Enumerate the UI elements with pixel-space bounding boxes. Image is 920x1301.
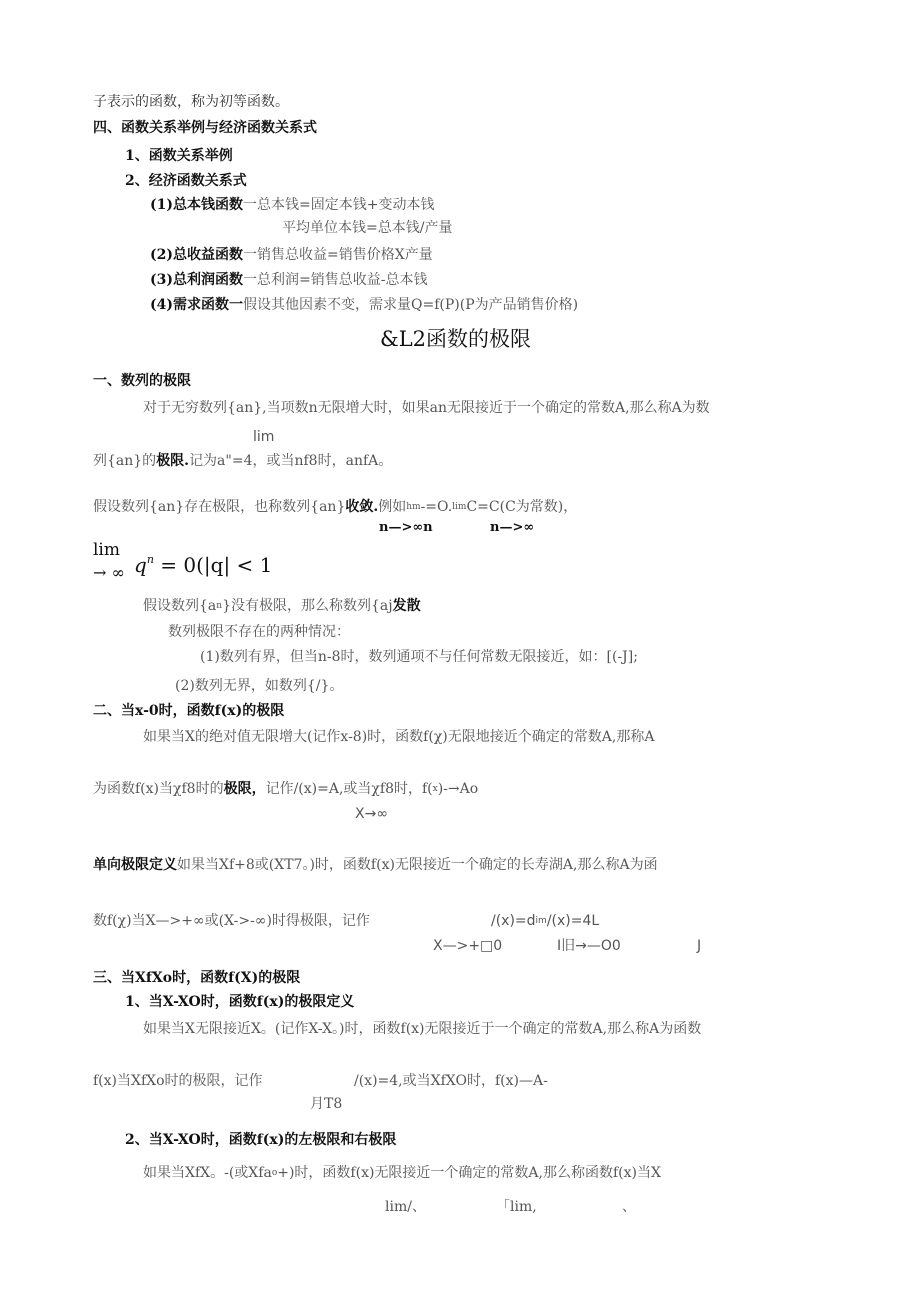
term-bold: 发散: [392, 598, 421, 614]
section-heading: 三、当XfXo时，函数f(X)的极限: [93, 970, 301, 986]
text-run: 假设数列{a: [143, 598, 217, 614]
subscript: o: [271, 1168, 278, 1178]
math-lim: lim: [93, 540, 120, 560]
text-run: /(x)=4L: [546, 913, 600, 929]
paragraph: 对于无穷数列{an},当项数n无限增大时，如果an无限接近于一个确定的常数A,那么称A为数: [143, 400, 710, 416]
paragraph: [143, 597, 421, 615]
limit-subscript: X→∞: [355, 806, 388, 822]
subscript: x: [432, 784, 438, 794]
text-run: 假设数列{an}存在极限，也称数列{an}: [93, 499, 346, 515]
section-heading: 一、数列的极限: [93, 373, 191, 389]
subscript: n: [216, 601, 223, 611]
text-run: 如果当XfX。-(或Xfa: [143, 1165, 272, 1181]
lim-label: lim: [253, 429, 275, 445]
term-bold: 单向极限定义: [93, 857, 177, 873]
term-bold: 极限.: [156, 453, 190, 469]
text-run: +)时，函数f(x)无限接近一个确定的常数A,那么称函数f(x)当X: [277, 1165, 661, 1181]
paragraph: 如果当X的绝对值无限增大(记作x-8)时，函数f(χ)无限地接近个确定的常数A,那称A: [143, 729, 655, 745]
limit-subscript: n—>∞: [490, 520, 535, 535]
list-item: (1)数列有界，但当n-8时，数列通项不与任何常数无限接近，如：[(-J];: [200, 649, 638, 665]
limit-subscript: J: [697, 938, 702, 954]
math-expression: [134, 553, 272, 577]
econ-item-1: [150, 196, 434, 214]
econ-item-3: [150, 271, 427, 289]
superscript: lim: [452, 502, 467, 512]
econ-label: (1)总本钱函数: [150, 197, 243, 213]
econ-label: (4)需求函数一: [150, 297, 243, 313]
paragraph: [93, 452, 392, 470]
text-run: 例如: [378, 499, 407, 515]
econ-text: 一总利润=销售总收益-总本钱: [243, 272, 428, 288]
section-heading: 四、函数关系举例与经济函数关系式: [93, 120, 317, 136]
paragraph: [93, 856, 658, 874]
superscript: hm: [406, 502, 421, 512]
text-run: )-→Ao: [437, 781, 479, 797]
text-run: 记为a"=4，或当nf8时，anfA。: [189, 453, 393, 469]
paragraph: 数f(χ)当X—>+∞或(X->-∞)时得极限，记作: [93, 913, 370, 929]
math-var: q: [134, 553, 147, 577]
formula: lim/、: [385, 1199, 426, 1215]
text-run: /(x)=d: [491, 913, 536, 929]
limit-subscript: 月T8: [310, 1096, 343, 1112]
limit-subscript: n—>∞n: [379, 520, 433, 535]
text-run: 为函数f(x)当χf8时的: [93, 781, 224, 797]
econ-item-2: [150, 246, 433, 264]
text-run: 列{an}的: [93, 453, 157, 469]
econ-item-4: [150, 296, 578, 314]
formula: 、: [622, 1199, 636, 1215]
subheading: 2、经济函数关系式: [125, 173, 247, 189]
term-bold: 极限，: [223, 781, 266, 797]
econ-text: 一销售总收益=销售价格X产量: [243, 247, 433, 263]
subheading: 1、函数关系举例: [125, 148, 233, 164]
text-run: }没有极限，那么称数列{aj: [222, 598, 393, 614]
superscript: im: [535, 916, 547, 926]
formula: /(x)=4,或当XfXO时，f(x)—A-: [354, 1073, 548, 1089]
formula: [491, 912, 599, 930]
paragraph: [93, 780, 478, 798]
econ-label: (3)总利润函数: [150, 272, 243, 288]
text-run: 记作/(x)=A,或当χf8时，f(: [265, 781, 433, 797]
section-heading: 二、当x-0时，函数f(x)的极限: [93, 703, 285, 719]
text-run: 如果当Xf+8或(XT7。)时，函数f(x)无限接近一个确定的长寿湖A,那么称A为函: [177, 857, 658, 873]
subheading: 2、当X-XO时，函数f(x)的左极限和右极限: [125, 1132, 397, 1148]
paragraph: f(x)当XfXo时的极限，记作: [93, 1073, 263, 1089]
limit-subscript: X—>+□0: [433, 938, 503, 954]
paragraph: 数列极限不存在的两种情况：: [168, 624, 350, 640]
subheading: 1、当X-XO时，函数f(x)的极限定义: [125, 994, 355, 1010]
text-run: C=C(C为常数)，: [466, 499, 578, 515]
math-exponent: n: [146, 553, 154, 566]
text-run: -=O.: [420, 499, 453, 515]
econ-text: 假设其他因素不变，需求量Q=f(P)(P为产品销售价格): [243, 297, 579, 313]
econ-text: 平均单位本钱=总本钱/产量: [282, 220, 453, 236]
list-item: (2)数列无界，如数列{/}。: [175, 678, 344, 694]
paragraph: 如果当X无限接近X。(记作X-X。)时，函数f(x)无限接近于一个确定的常数A,那么称A为函数: [143, 1021, 702, 1037]
paragraph: [143, 1164, 661, 1182]
math-arrow: → ∞: [93, 563, 125, 582]
term-bold: 收敛.: [345, 499, 379, 515]
econ-text: 一总本钱=固定本钱+变动本钱: [243, 197, 435, 213]
econ-label: (2)总收益函数: [150, 247, 243, 263]
page-title: &L2函数的极限: [380, 327, 531, 351]
math-rest: = 0(|q| < 1: [153, 553, 273, 577]
text-line: 子表示的函数，称为初等函数。: [93, 94, 289, 110]
paragraph: [93, 498, 577, 516]
formula: 「lim,: [496, 1199, 537, 1215]
limit-subscript: I旧→—O0: [557, 938, 621, 954]
